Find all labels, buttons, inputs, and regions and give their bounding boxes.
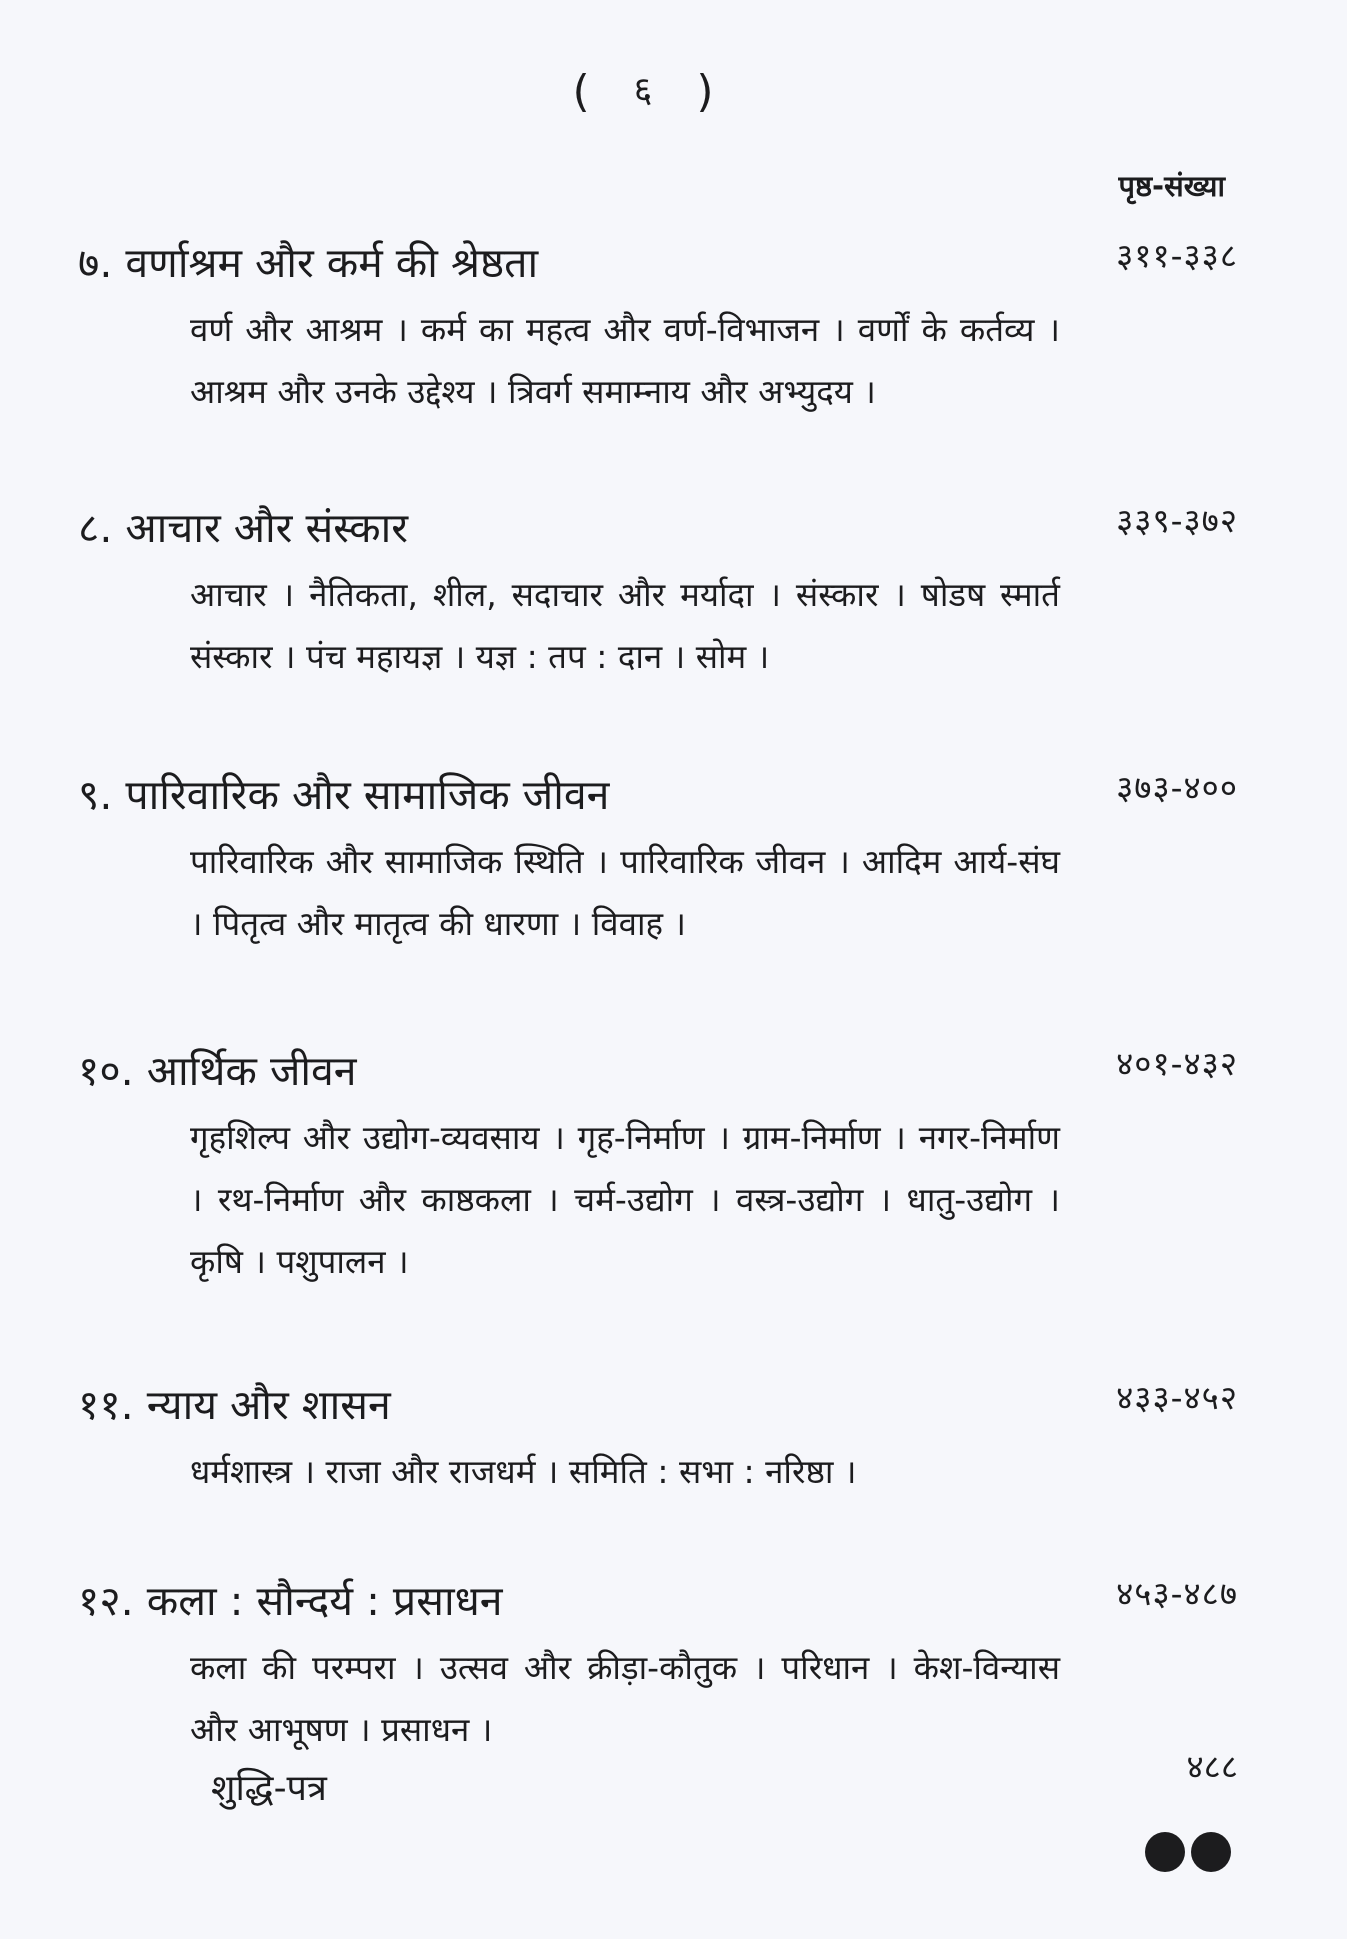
end-dot-icon xyxy=(1145,1832,1185,1872)
chapter-title: ११. न्याय और शासन xyxy=(78,1381,391,1429)
page-count-column-header: पृष्ठ-संख्या xyxy=(1118,169,1225,203)
errata-title: शुद्धि-पत्र xyxy=(211,1768,327,1809)
chapter-description: गृहशिल्प और उद्योग-व्यवसाय । गृह-निर्माण । ग्राम-निर्माण । नगर-निर्माण । रथ-निर्माण और काष्ठकला । चर्म-उद्योग । वस्त्र-उद्योग । धातु-उद्योग । कृषि । पशुपालन । xyxy=(190,1118,1060,1281)
chapter-page-range: ३११-३३८ xyxy=(1116,236,1238,275)
page-number-close: ) xyxy=(696,66,718,117)
page-number xyxy=(555,66,735,117)
chapter-page-range: ४५३-४८७ xyxy=(1116,1574,1238,1613)
chapter-description: आचार । नैतिकता, शील, सदाचार और मर्यादा । संस्कार । षोडष स्मार्त संस्कार । पंच महायज्ञ । यज्ञ : तप : दान । सोम । xyxy=(190,575,1060,676)
chapter-12 xyxy=(78,1576,1238,1761)
errata-page: ४८८ xyxy=(1186,1747,1238,1786)
chapter-title: ९. पारिवारिक और सामाजिक जीवन xyxy=(78,771,610,819)
chapter-title: १२. कला : सौन्दर्य : प्रसाधन xyxy=(78,1577,503,1625)
chapter-10 xyxy=(78,1046,1238,1293)
chapter-description: पारिवारिक और सामाजिक स्थिति । पारिवारिक जीवन । आदिम आर्य-संघ । पितृत्व और मातृत्व की धारणा । विवाह । xyxy=(190,842,1060,943)
chapter-title: ८. आचार और संस्कार xyxy=(78,504,409,552)
chapter-11 xyxy=(78,1380,1238,1503)
chapter-description: वर्ण और आश्रम । कर्म का महत्व और वर्ण-विभाजन । वर्णों के कर्तव्य । आश्रम और उनके उद्देश्य । त्रिवर्ग समाम्नाय और अभ्युदय । xyxy=(190,310,1060,411)
chapter-8 xyxy=(78,503,1238,688)
errata-entry xyxy=(78,1747,1238,1811)
chapter-7 xyxy=(78,238,1238,423)
page-number-open: ( xyxy=(572,66,594,117)
chapter-9 xyxy=(78,770,1238,955)
chapter-title: ७. वर्णाश्रम और कर्म की श्रेष्ठता xyxy=(78,239,539,287)
end-dot-icon xyxy=(1191,1832,1231,1872)
chapter-description: कला की परम्परा । उत्सव और क्रीड़ा-कौतुक । परिधान । केश-विन्यास और आभूषण । प्रसाधन । xyxy=(190,1648,1060,1749)
end-mark xyxy=(1145,1832,1231,1872)
chapter-page-range: ३७३-४०० xyxy=(1116,768,1238,807)
page-number-digit: ६ xyxy=(633,70,657,111)
chapter-title: १०. आर्थिक जीवन xyxy=(78,1047,357,1095)
chapter-page-range: ४३३-४५२ xyxy=(1116,1378,1238,1417)
chapter-description: धर्मशास्त्र । राजा और राजधर्म । समिति : सभा : नरिष्ठा । xyxy=(190,1452,857,1491)
chapter-page-range: ३३९-३७२ xyxy=(1116,501,1238,540)
chapter-page-range: ४०१-४३२ xyxy=(1116,1044,1238,1083)
